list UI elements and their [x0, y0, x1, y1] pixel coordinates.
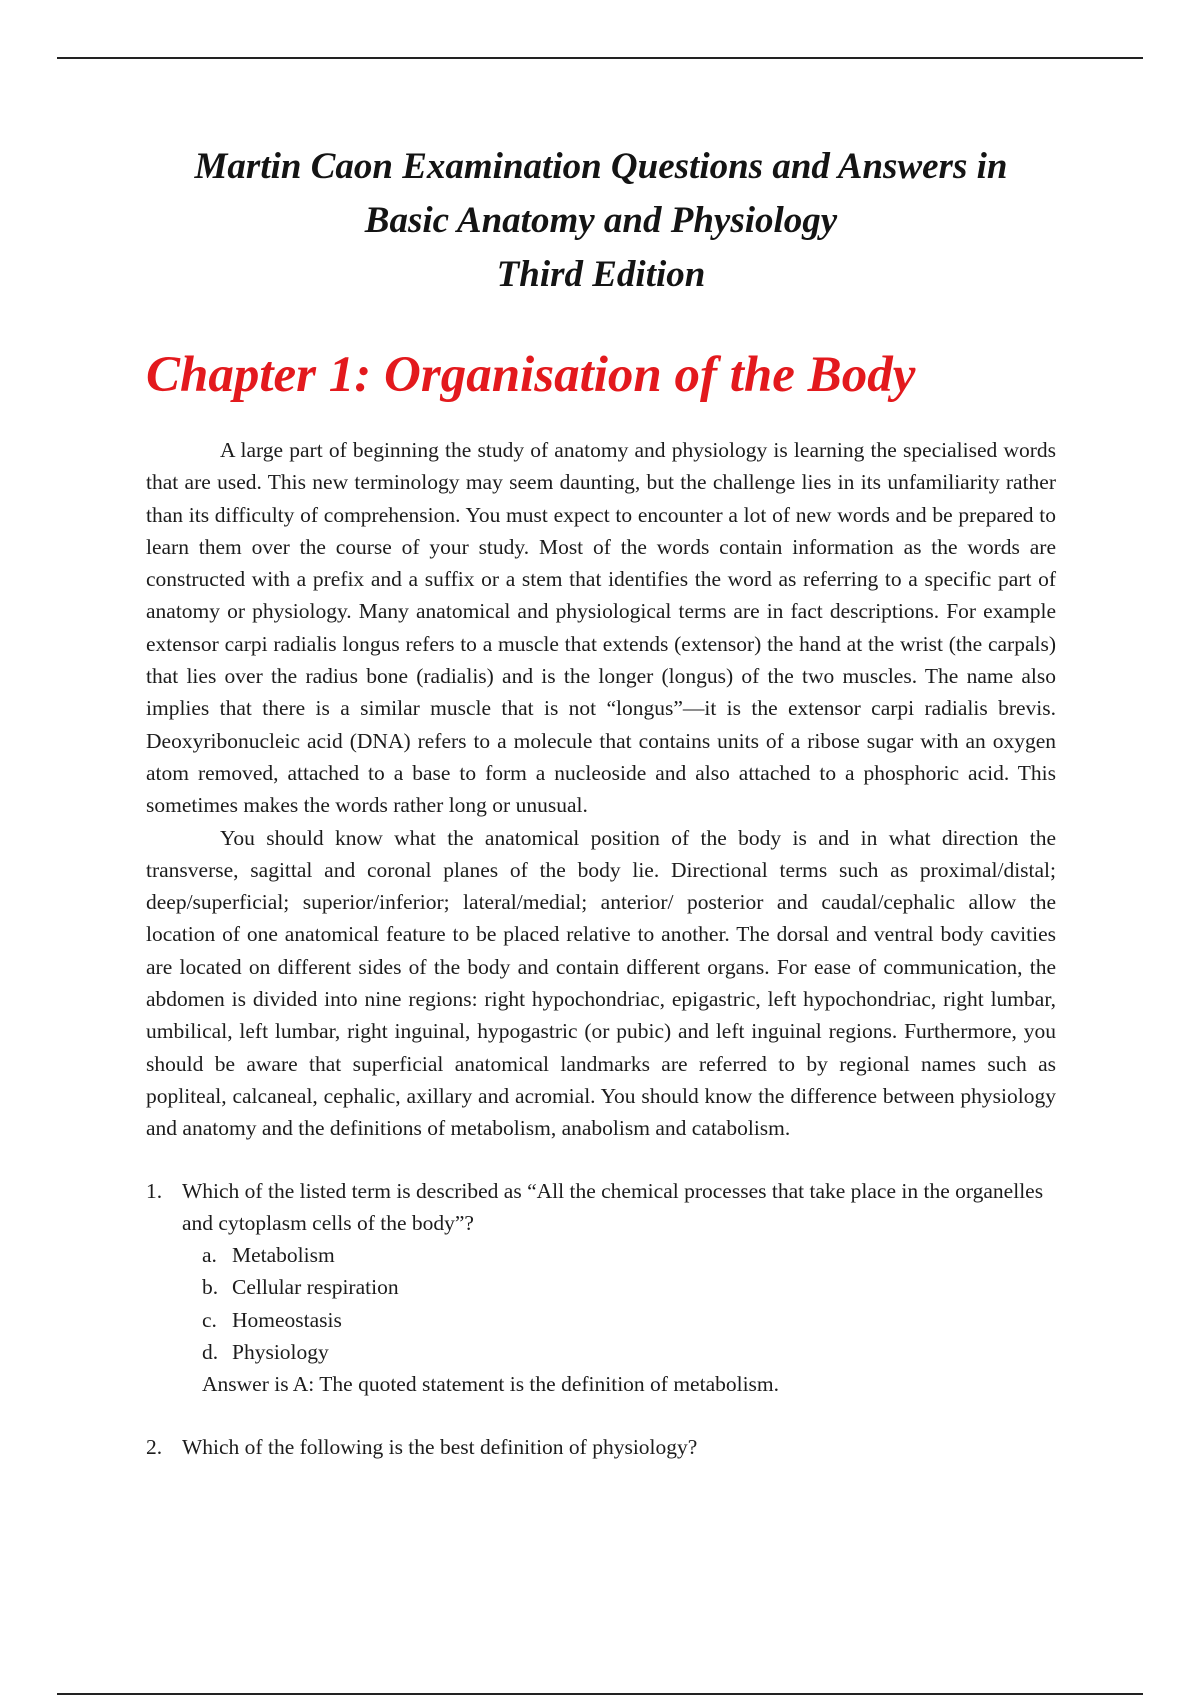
answer-explanation: Answer is A: The quoted statement is the definition of metabolism.: [202, 1372, 780, 1397]
top-rule: [57, 57, 1143, 59]
chapter-heading: Chapter 1: Organisation of the Body: [146, 347, 916, 403]
question-item: [146, 1431, 1056, 1463]
answer-option: [202, 1239, 1056, 1271]
option-text: Physiology: [232, 1340, 329, 1365]
question-number: 1.: [146, 1178, 163, 1203]
question-list: [146, 1175, 1056, 1463]
option-list: [182, 1239, 1056, 1368]
bottom-rule: [57, 1693, 1143, 1695]
question-text: Which of the listed term is described as “All the chemical processes that take place in the organelles and cytoplasm cells of the body”?: [182, 1178, 1044, 1235]
question-number: 2.: [146, 1434, 163, 1459]
option-text: Homeostasis: [232, 1307, 342, 1332]
option-text: Cellular respiration: [232, 1275, 399, 1300]
title-line: Third Edition: [496, 254, 706, 295]
chapter-intro: [146, 434, 1056, 1145]
option-letter: c.: [202, 1307, 217, 1332]
question-text: Which of the following is the best definition of physiology?: [182, 1434, 698, 1459]
option-letter: b.: [202, 1275, 219, 1300]
answer-option: [202, 1271, 1056, 1303]
intro-paragraph: A large part of beginning the study of anatomy and physiology is learning the specialised words that are used. This new terminology may seem daunting, but the challenge lies in its unfamiliarity rather than its difficulty of comprehension. You must expect to encounter a lot of new words and be prepared to learn them over the course of your study. Most of the words contain information as the words are constructed with a prefix and a suffix or a stem that identifies the word as referring to a specific part of anatomy or physiology. Many anatomical and physiological terms are in fact descriptions. For example extensor carpi radialis longus refers to a muscle that extends (extensor) the hand at the wrist (the carpals) that lies over the radius bone (radialis) and is the longer (longus) of the two muscles. The name also implies that there is a similar muscle that is not “longus”—it is the extensor carpi radialis brevis. Deoxyribonucleic acid (DNA) refers to a molecule that contains units of a ribose sugar with an oxygen atom removed, attached to a base to form a nucleoside and also attached to a phosphoric acid. This sometimes makes the words rather long or unusual.: [146, 438, 1056, 818]
intro-paragraph: You should know what the anatomical position of the body is and in what direction the transverse, sagittal and coronal planes of the body lie. Directional terms such as proximal/distal; deep/superficial; superior/inferior; lateral/medial; anterior/ posterior and caudal/cephalic allow the location of one anatomical feature to be placed relative to another. The dorsal and ventral body cavities are located on different sides of the body and contain different organs. For ease of communication, the abdomen is divided into nine regions: right hypochondriac, epigastric, left hypochondriac, right lumbar, umbilical, left lumbar, right inguinal, hypogastric (or pubic) and left inguinal regions. Furthermore, you should be aware that superficial anatomical landmarks are referred to by regional names such as popliteal, calcaneal, cephalic, axillary and acromial. You should know the difference between physiology and anatomy and the definitions of metabolism, anabolism and catabolism.: [146, 825, 1056, 1141]
answer-option: [202, 1336, 1056, 1368]
answer-option: [202, 1304, 1056, 1336]
question-item: [146, 1175, 1056, 1401]
title-line: Basic Anatomy and Physiology: [364, 200, 838, 241]
option-letter: d.: [202, 1340, 219, 1365]
option-text: Metabolism: [232, 1243, 335, 1268]
option-letter: a.: [202, 1243, 217, 1268]
document-page: [146, 140, 1056, 1463]
title-line: Martin Caon Examination Questions and Answers in: [194, 146, 1008, 187]
document-title: [146, 140, 1056, 302]
